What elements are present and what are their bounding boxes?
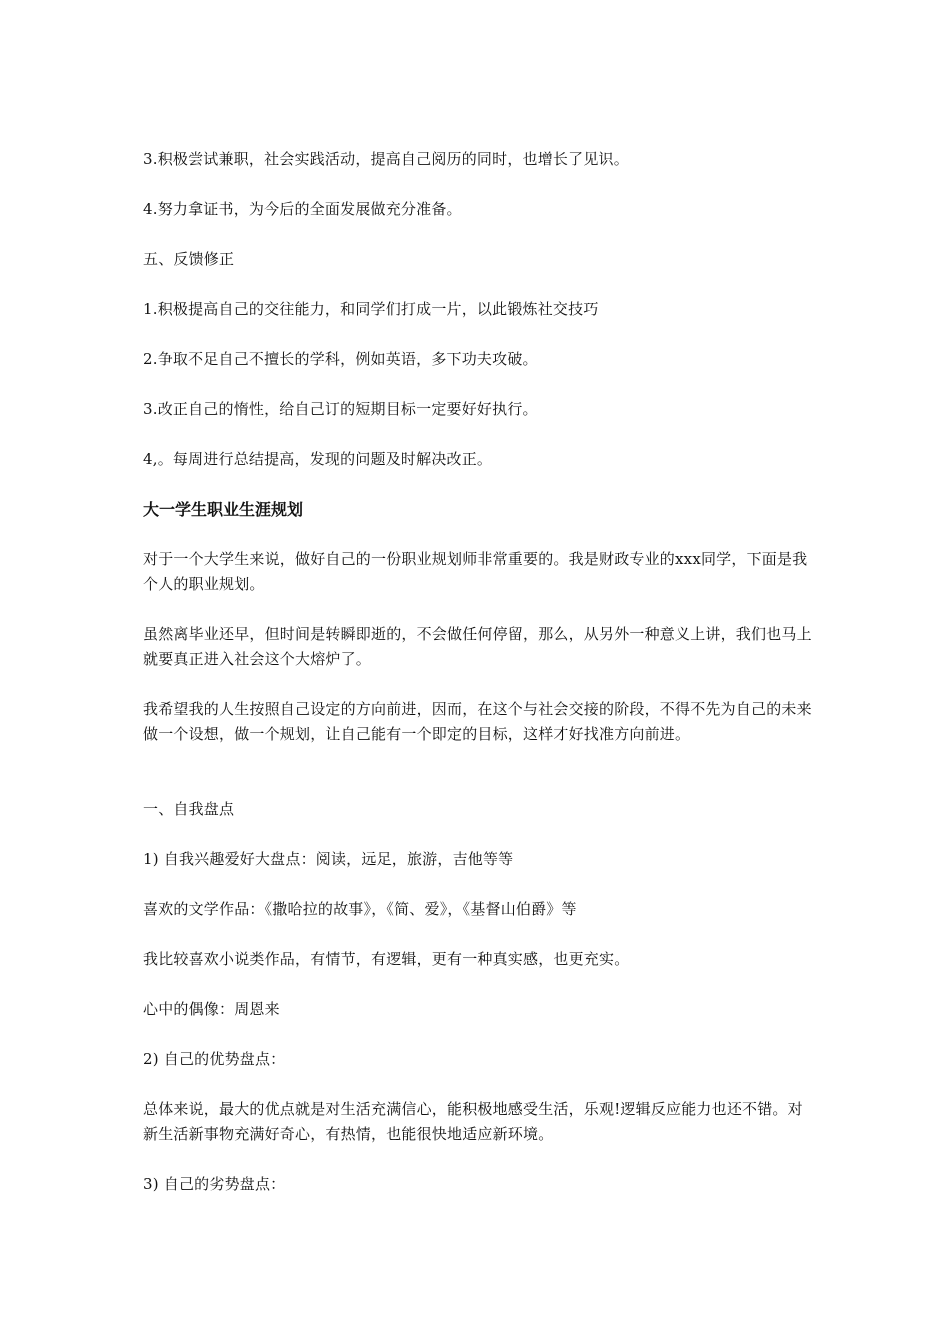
paragraph-feedback-2: 2.争取不足自己不擅长的学科，例如英语，多下功夫攻破。 — [143, 350, 538, 368]
paragraph-idol: 心中的偶像：周恩来 — [143, 1000, 280, 1018]
paragraph-novels: 我比较喜欢小说类作品，有情节，有逻辑，更有一种真实感，也更充实。 — [143, 950, 630, 968]
paragraph-literature: 喜欢的文学作品：《撒哈拉的故事》，《简、爱》，《基督山伯爵》等 — [143, 900, 577, 918]
article-title: 大一学生职业生涯规划 — [143, 500, 304, 519]
paragraph-feedback-3: 3.改正自己的惰性，给自己订的短期目标一定要好好执行。 — [143, 400, 538, 418]
paragraph-step-3-part-time: 3.积极尝试兼职，社会实践活动，提高自己阅历的同时，也增长了见识。 — [143, 150, 629, 168]
paragraph-graduation: 虽然离毕业还早，但时间是转瞬即逝的，不会做任何停留，那么，从另外一种意义上讲，我们也马上就要真正进入社会这个大熔炉了。 — [143, 625, 812, 668]
section-heading-feedback: 五、反馈修正 — [143, 250, 235, 268]
subheading-weaknesses: 3) 自己的劣势盘点： — [143, 1175, 286, 1193]
paragraph-hobbies: 1) 自我兴趣爱好大盘点：阅读，远足，旅游，吉他等等 — [143, 850, 514, 868]
paragraph-intro: 对于一个大学生来说，做好自己的一份职业规划师非常重要的。我是财政专业的xxx同学，下面是我个人的职业规划。 — [143, 550, 808, 593]
paragraph-life-direction: 我希望我的人生按照自己设定的方向前进，因而，在这个与社会交接的阶段，不得不先为自己的未来做一个设想，做一个规划，让自己能有一个即定的目标，这样才好找准方向前进。 — [143, 700, 812, 743]
paragraph-feedback-1: 1.积极提高自己的交往能力，和同学们打成一片，以此锻炼社交技巧 — [143, 300, 599, 318]
paragraph-step-4-certificates: 4.努力拿证书，为今后的全面发展做充分准备。 — [143, 200, 462, 218]
section-heading-self-inventory: 一、自我盘点 — [143, 800, 235, 818]
paragraph-feedback-4: 4,。每周进行总结提高，发现的问题及时解决改正。 — [143, 450, 493, 468]
subheading-strengths: 2) 自己的优势盘点： — [143, 1050, 286, 1068]
paragraph-strengths: 总体来说，最大的优点就是对生活充满信心，能积极地感受生活，乐观!逻辑反应能力也还不错。对新生活新事物充满好奇心，有热情，也能很快地适应新环境。 — [143, 1100, 803, 1143]
